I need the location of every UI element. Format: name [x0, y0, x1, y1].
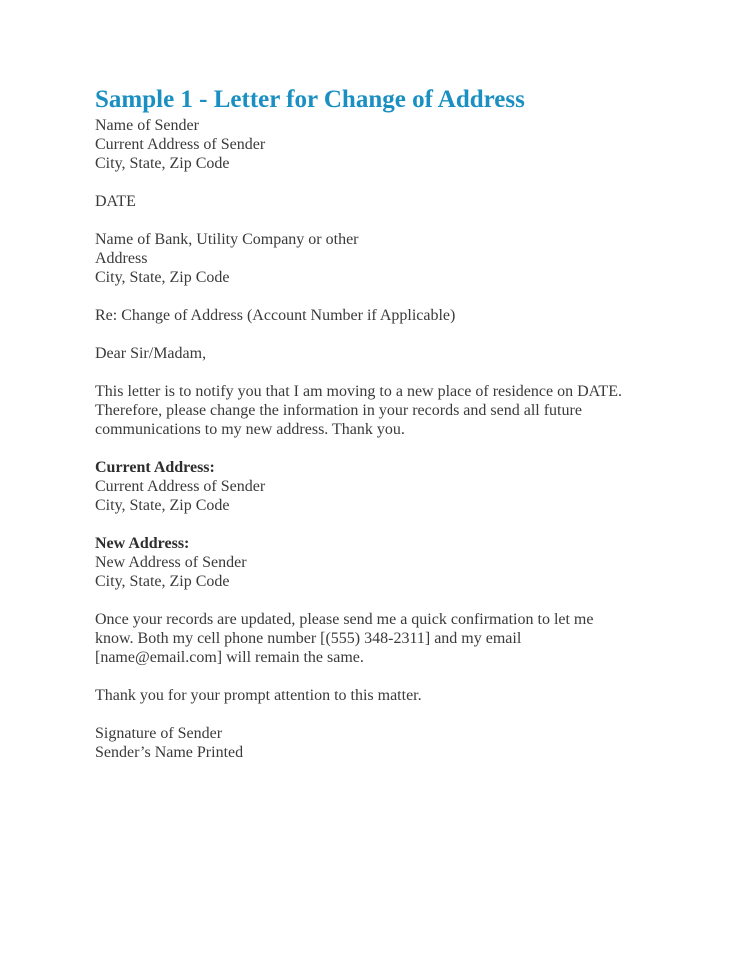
signature-block	[95, 724, 695, 762]
body-paragraph-1-line: Therefore, please change the information in your records and send all future	[95, 402, 582, 419]
body-paragraph-1-line: This letter is to notify you that I am moving to a new place of residence on DATE.	[95, 383, 622, 400]
sender-name: Name of Sender	[95, 117, 199, 134]
body-paragraph-1-line: communications to my new address. Thank you.	[95, 421, 405, 438]
body-paragraph-2-line: [name@email.com] will remain the same.	[95, 649, 364, 666]
letter-date: DATE	[95, 193, 136, 210]
closing-line: Thank you for your prompt attention to this matter.	[95, 687, 422, 704]
current-address-heading: Current Address:	[95, 459, 215, 476]
recipient-city: City, State, Zip Code	[95, 269, 230, 286]
new-address-city: City, State, Zip Code	[95, 573, 230, 590]
recipient-address: Address	[95, 250, 148, 267]
sender-block	[95, 116, 695, 173]
signature-line: Signature of Sender	[95, 725, 223, 742]
current-address-city: City, State, Zip Code	[95, 497, 230, 514]
re-line: Re: Change of Address (Account Number if Applicable)	[95, 307, 456, 324]
letter-page	[95, 84, 695, 762]
page-title: Sample 1 - Letter for Change of Address	[95, 86, 525, 113]
recipient-name: Name of Bank, Utility Company or other	[95, 231, 359, 248]
recipient-block	[95, 230, 695, 287]
current-address-block	[95, 458, 695, 515]
body-paragraph-2	[95, 610, 695, 667]
body-paragraph-2-line: know. Both my cell phone number [(555) 348-2311] and my email	[95, 630, 522, 647]
new-address-heading: New Address:	[95, 535, 190, 552]
new-address-line: New Address of Sender	[95, 554, 247, 571]
salutation: Dear Sir/Madam,	[95, 345, 207, 362]
new-address-block	[95, 534, 695, 591]
current-address-line: Current Address of Sender	[95, 478, 266, 495]
sender-city: City, State, Zip Code	[95, 155, 230, 172]
body-paragraph-2-line: Once your records are updated, please send me a quick confirmation to let me	[95, 611, 594, 628]
printed-name-line: Sender’s Name Printed	[95, 744, 244, 761]
sender-address: Current Address of Sender	[95, 136, 266, 153]
body-paragraph-1	[95, 382, 695, 439]
